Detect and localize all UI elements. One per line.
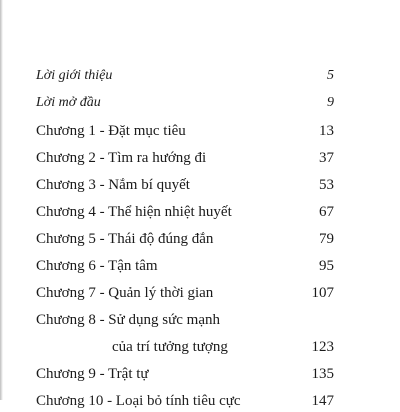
toc-entry-preface (36, 92, 334, 114)
toc-entry-chapter-4 (36, 201, 334, 223)
toc-page-number: 95 (319, 258, 334, 274)
toc-entry-chapter-6 (36, 255, 334, 277)
toc-entry-chapter-10 (36, 390, 334, 412)
toc-title: Chương 1 - Đặt mục tiêu (36, 123, 186, 139)
toc-page-number: 123 (311, 339, 334, 355)
toc-entry-chapter-2 (36, 147, 334, 169)
toc-entry-chapter-1 (36, 120, 334, 142)
toc-title: Chương 5 - Thái độ đúng đắn (36, 231, 214, 247)
toc-entry-chapter-7 (36, 282, 334, 304)
toc-entry-chapter-9 (36, 363, 334, 385)
toc-page-number: 79 (319, 231, 334, 247)
toc-entry-chapter-3 (36, 174, 334, 196)
toc-title: Chương 2 - Tìm ra hướng đi (36, 150, 207, 166)
toc-page-number: 135 (311, 366, 334, 382)
toc-title: Lời mở đầu (36, 95, 101, 110)
toc-title: Chương 10 - Loại bỏ tính tiêu cực (36, 393, 241, 409)
toc-page-number: 9 (327, 95, 334, 110)
toc-page-number: 5 (327, 68, 334, 83)
toc-entry-chapter-8 (36, 309, 334, 331)
toc-title: Chương 3 - Nắm bí quyết (36, 177, 190, 193)
toc-title: Chương 6 - Tận tâm (36, 258, 158, 274)
toc-entry-introduction (36, 65, 334, 87)
toc-title: Chương 8 - Sử dụng sức mạnh (36, 312, 220, 328)
toc-page-number: 53 (319, 177, 334, 193)
toc-title: Lời giới thiệu (36, 68, 113, 83)
toc-title: Chương 7 - Quản lý thời gian (36, 285, 214, 301)
toc-entry-chapter-5 (36, 228, 334, 250)
toc-title: Chương 4 - Thể hiện nhiệt huyết (36, 204, 232, 220)
toc-page-number: 147 (311, 393, 334, 409)
toc-page-number: 37 (319, 150, 334, 166)
toc-page-number: 67 (319, 204, 334, 220)
toc-title: của trí tưởng tượng (112, 339, 228, 355)
toc-title: Chương 9 - Trật tự (36, 366, 149, 382)
toc-page-number: 13 (319, 123, 334, 139)
toc-entry-chapter-8-continued (36, 336, 334, 358)
toc-page-number: 107 (311, 285, 334, 301)
